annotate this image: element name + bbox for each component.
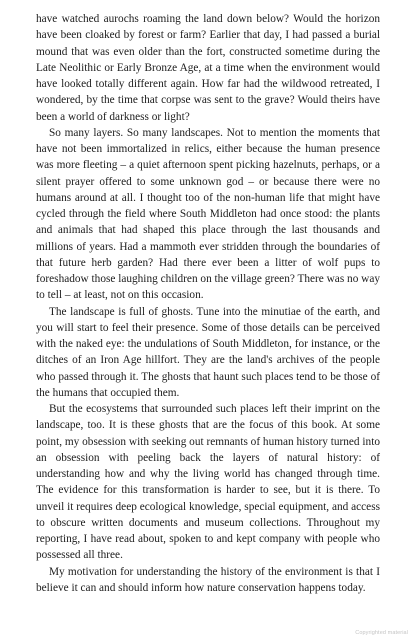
book-page-text [36, 11, 380, 596]
copyright-watermark: Copyrighted material [355, 630, 408, 636]
paragraph-ecosystems: But the ecosystems that surrounded such places left their imprint on the landscape, too. It is these ghosts that are the focus of this book. At some point, my obsession with seeking out remnants of human history turned into an obsession with peeling back the layers of natural history: of understanding how and why the living world has changed through time. The evidence for this transformation is harder to see, but it is there. To unveil it requires deep ecological knowledge, special equipment, and access to obscure written documents and museum collections. Throughout my reporting, I have read about, spoken to and kept company with people who possessed all three. [36, 403, 380, 562]
paragraph-motivation: My motivation for understanding the history of the environment is that I believe it can and should inform how nature conservation happens today. [36, 565, 380, 594]
paragraph-continued: have watched aurochs roaming the land down below? Would the horizon have been cloaked by forest or farm? Earlier that day, I had passed a burial mound that was even older than the fort, constructed sometime during the Late Neolithic or Early Bronze Age, at a time when the environment would have looked totally different again. How far had the wildwood retreated, I wondered, by the time that corpse was sent to the grave? Would theirs have been a world of darkness or light? [36, 13, 380, 123]
paragraph-layers: So many layers. So many landscapes. Not to mention the moments that have not been immortalized in relics, either because the human presence was more fleeting – a quiet afternoon spent picking hazelnuts, perhaps, or a silent prayer offered to some unknown god – or because there were no humans around at all. I thought too of the non-human life that might have cycled through the field where South Middleton had once stood: the plants and animals that had shaped this place through the last thousands and millions of years. Had a mammoth ever stridden through the boundaries of that future herb garden? Had there ever been a litter of wolf pups to foreshadow those laughing children on the village green? There was no way to tell – at least, not on this occasion. [36, 126, 380, 302]
paragraph-ghosts: The landscape is full of ghosts. Tune into the minutiae of the earth, and you will start to feel their presence. Some of those details can be perceived with the naked eye: the undulations of South Middleton, for instance, or the ditches of an Iron Age hillfort. They are the land's archives of the people who passed through it. The ghosts that haunt such places tend to be those of the humans that occupied them. [36, 305, 380, 399]
